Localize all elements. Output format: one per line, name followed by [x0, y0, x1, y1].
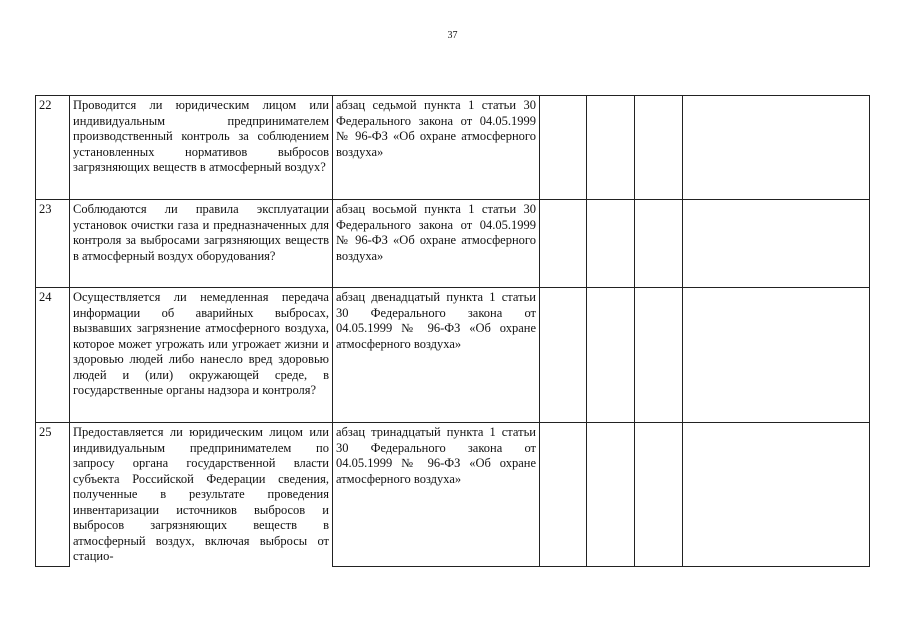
answer-na-cell — [635, 288, 683, 423]
row-number: 22 — [36, 96, 70, 200]
answer-yes-cell — [540, 423, 587, 567]
answer-no-cell — [587, 423, 635, 567]
question-cell: Предоставляется ли юридическим лицом или индивидуальным предпринимателем по запросу органа государственной власти субъекта Российской Федерации сведения, полученные в результате проведения инвентаризации источников выбросов и выбросов загрязняющих веществ в атмосферный воздух, включая выбросы от стацио- — [70, 423, 333, 567]
question-cell: Проводится ли юридическим лицом или индивидуальным предпринимателем производственный контроль за соблюдением установленных нормативов выбросов загрязняющих веществ в атмосферный воздух? — [70, 96, 333, 200]
legal-reference-cell: абзац седьмой пункта 1 статьи 30 Федерального закона от 04.05.1999 № 96-ФЗ «Об охране атмосферного воздуха» — [333, 96, 540, 200]
notes-cell — [683, 200, 870, 288]
checklist-table — [35, 95, 870, 567]
answer-yes-cell — [540, 288, 587, 423]
table-row — [36, 96, 870, 200]
answer-no-cell — [587, 96, 635, 200]
notes-cell — [683, 96, 870, 200]
table-row — [36, 423, 870, 567]
answer-no-cell — [587, 288, 635, 423]
row-number: 25 — [36, 423, 70, 567]
table-row — [36, 288, 870, 423]
table-row — [36, 200, 870, 288]
notes-cell — [683, 423, 870, 567]
answer-na-cell — [635, 200, 683, 288]
answer-yes-cell — [540, 96, 587, 200]
row-number: 23 — [36, 200, 70, 288]
answer-no-cell — [587, 200, 635, 288]
row-number: 24 — [36, 288, 70, 423]
answer-yes-cell — [540, 200, 587, 288]
answer-na-cell — [635, 96, 683, 200]
page-number: 37 — [447, 30, 458, 41]
legal-reference-cell: абзац восьмой пункта 1 статьи 30 Федерального закона от 04.05.1999 № 96-ФЗ «Об охране атмосферного воздуха» — [333, 200, 540, 288]
answer-na-cell — [635, 423, 683, 567]
legal-reference-cell: абзац тринадцатый пункта 1 статьи 30 Федерального закона от 04.05.1999 № 96-ФЗ «Об охране атмосферного воздуха» — [333, 423, 540, 567]
legal-reference-cell: абзац двенадцатый пункта 1 статьи 30 Федерального закона от 04.05.1999 № 96-ФЗ «Об охране атмосферного воздуха» — [333, 288, 540, 423]
question-cell: Соблюдаются ли правила эксплуатации установок очистки газа и предназначенных для контроля за выбросами загрязняющих веществ в атмосферный воздух оборудования? — [70, 200, 333, 288]
question-cell: Осуществляется ли немедленная передача информации об аварийных выбросах, вызвавших загрязнение атмосферного воздуха, которое может угрожать или угрожает жизни и здоровью людей либо нанесло вред здоровью людей и (или) окружающей среде, в государственные органы надзора и контроля? — [70, 288, 333, 423]
notes-cell — [683, 288, 870, 423]
